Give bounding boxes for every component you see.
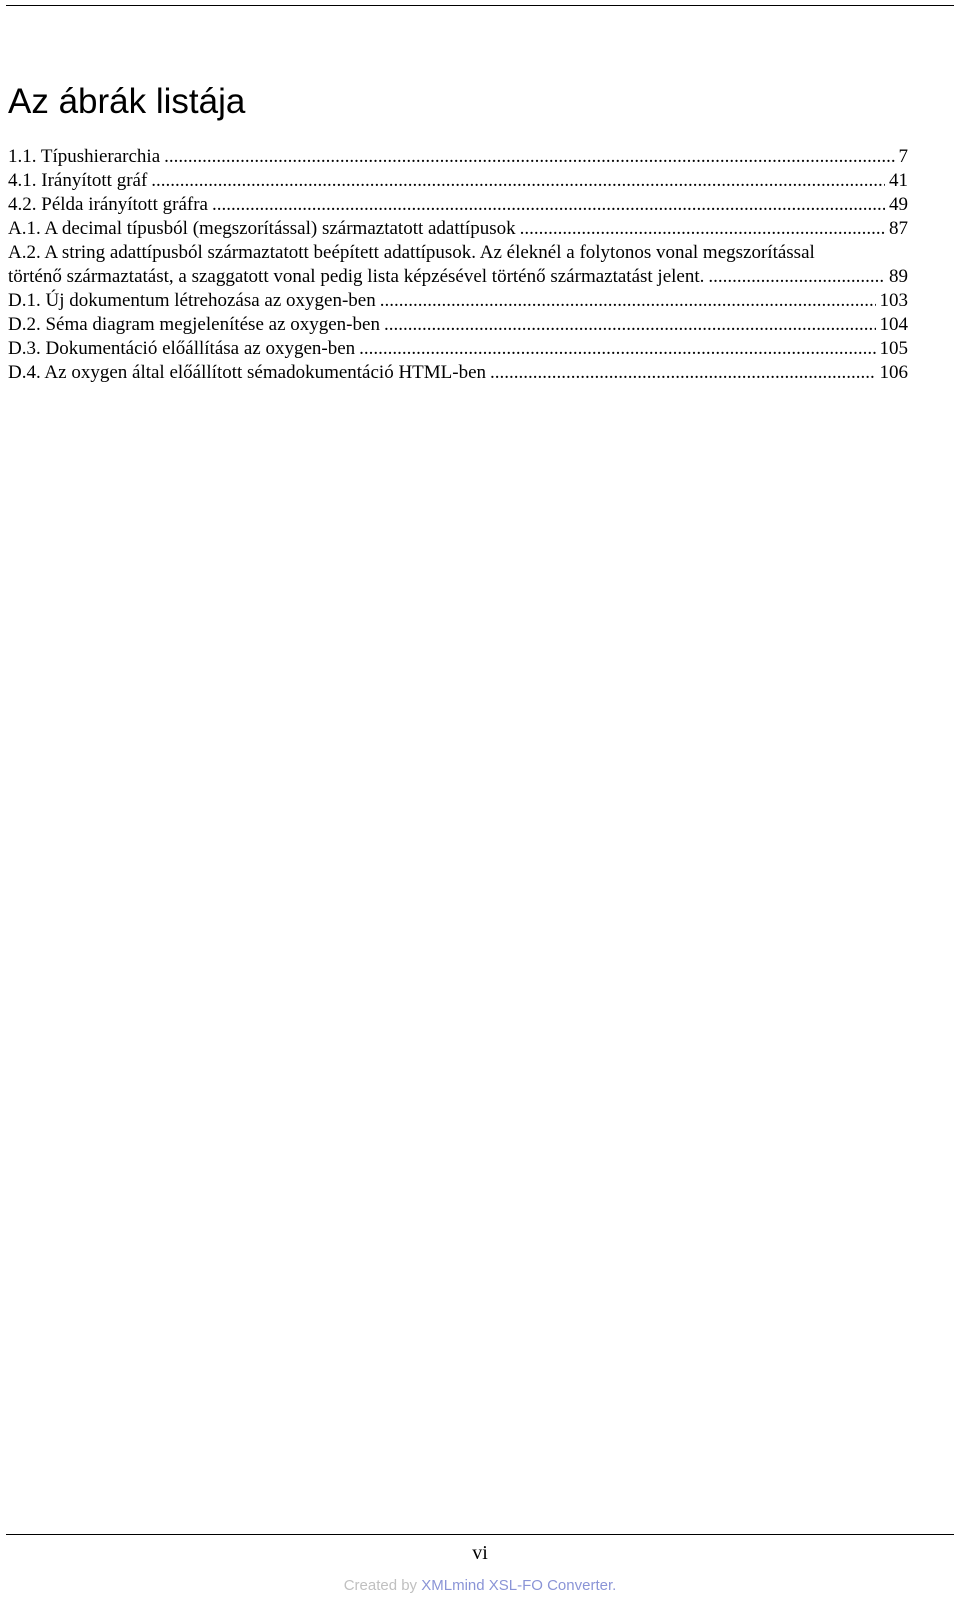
toc-entry-page: 89 bbox=[889, 266, 908, 287]
dot-leader bbox=[151, 169, 885, 193]
toc-entry-label: 1.1. Típushierarchia bbox=[8, 146, 161, 167]
dot-leader bbox=[164, 145, 894, 169]
toc-entry-page: 103 bbox=[879, 290, 908, 311]
toc-entry-label-line1: A.2. A string adattípusból származtatott beépített adattípusok. Az éleknél a folytonos vonal megszorítással bbox=[8, 242, 815, 263]
toc-entry-page: 7 bbox=[898, 146, 908, 167]
list-of-figures bbox=[8, 145, 908, 385]
toc-entry-page: 49 bbox=[889, 194, 908, 215]
toc-entry-label: D.3. Dokumentáció előállítása az oxygen-ben bbox=[8, 338, 356, 359]
dot-leader bbox=[520, 217, 885, 241]
page-number: vi bbox=[472, 1542, 488, 1564]
toc-entry-label: D.2. Séma diagram megjelenítése az oxygen-ben bbox=[8, 314, 380, 335]
toc-entry[interactable] bbox=[8, 145, 908, 169]
toc-entry[interactable] bbox=[8, 289, 908, 313]
toc-entry-label: D.4. Az oxygen által előállított sémadokumentáció HTML-ben bbox=[8, 362, 487, 383]
dot-leader bbox=[490, 361, 875, 385]
credit-prefix: Created by bbox=[343, 1577, 418, 1594]
toc-entry[interactable] bbox=[8, 361, 908, 385]
bottom-rule bbox=[6, 1534, 954, 1535]
toc-entry-label: A.1. A decimal típusból (megszorítással) származtatott adattípusok bbox=[8, 218, 516, 239]
toc-entry-page: 87 bbox=[889, 218, 908, 239]
page-title: Az ábrák listája bbox=[8, 82, 246, 121]
credit-brand-link[interactable]: XMLmind XSL-FO Converter. bbox=[421, 1577, 617, 1594]
dot-leader bbox=[359, 337, 875, 361]
dot-leader bbox=[384, 313, 876, 337]
toc-entry[interactable] bbox=[8, 169, 908, 193]
toc-entry[interactable] bbox=[8, 217, 908, 241]
top-rule bbox=[6, 5, 954, 6]
dot-leader bbox=[212, 193, 885, 217]
converter-credit bbox=[0, 1577, 960, 1594]
toc-entry-label: 4.2. Példa irányított gráfra bbox=[8, 194, 208, 215]
toc-entry-page: 41 bbox=[889, 170, 908, 191]
toc-entry[interactable] bbox=[8, 313, 908, 337]
toc-entry-label: D.1. Új dokumentum létrehozása az oxygen-ben bbox=[8, 290, 376, 311]
dot-leader bbox=[708, 265, 885, 289]
toc-entry-label-line2: történő származtatást, a szaggatott vonal pedig lista képzésével történő származtatást jelent. bbox=[8, 266, 705, 287]
toc-entry-multiline[interactable] bbox=[8, 241, 908, 289]
toc-entry[interactable] bbox=[8, 337, 908, 361]
toc-entry-label: 4.1. Irányított gráf bbox=[8, 170, 148, 191]
dot-leader bbox=[380, 289, 876, 313]
toc-entry-page: 104 bbox=[879, 314, 908, 335]
toc-entry-page: 105 bbox=[879, 338, 908, 359]
toc-entry-page: 106 bbox=[879, 362, 908, 383]
toc-entry[interactable] bbox=[8, 193, 908, 217]
